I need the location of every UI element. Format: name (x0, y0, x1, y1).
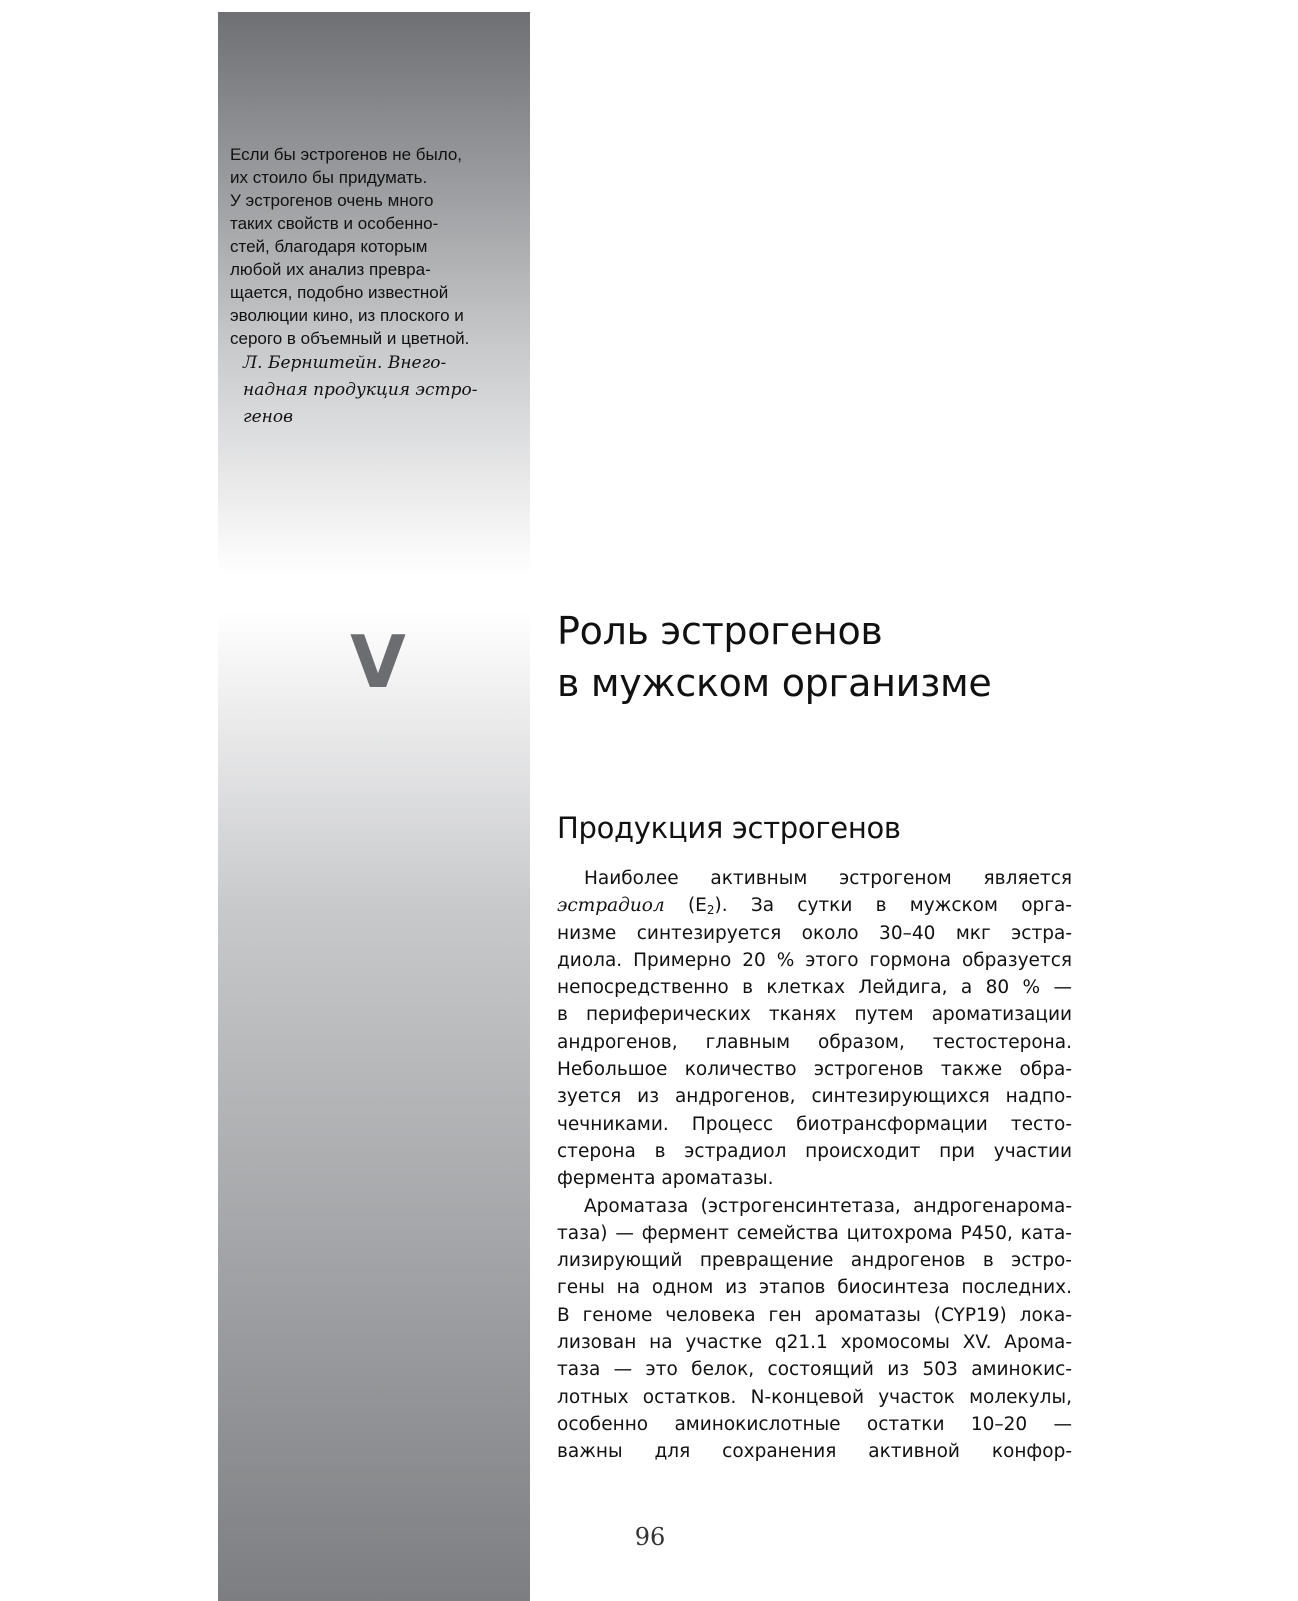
paragraph-line: зуется из андрогенов, синтезирующихся надпо- (557, 1086, 1072, 1108)
paragraph-line: важны для сохранения активной конфор- (557, 1441, 1072, 1463)
epigraph (230, 143, 522, 350)
paragraph-line: лотных остатков. N-концевой участок молекулы, (557, 1386, 1072, 1408)
paragraph-line: стерона в эстрадиол происходит при участии (557, 1140, 1072, 1162)
term-estradiol: эстрадиол (557, 895, 665, 917)
epigraph-line: Если бы эстрогенов не было, (230, 145, 463, 164)
paragraph-line: лизован на участке q21.1 хромосомы XV. Арома- (557, 1332, 1072, 1354)
paragraph-line: фермента ароматазы. (557, 1168, 774, 1190)
epigraph-line: серого в объемный и цветной. (230, 329, 470, 348)
epigraph-source-line: Л. Бернштейн. Внего- (243, 353, 447, 373)
paragraph-line: андрогенов, главным образом, тестостерона. (557, 1031, 1072, 1053)
text-run: ). За сутки в мужском орга- (714, 895, 1072, 917)
epigraph-line: эволюции кино, из плоского и (230, 306, 464, 325)
chapter-title-line: в мужском организме (557, 661, 992, 705)
chapter-number: V (350, 620, 406, 704)
paragraph-line: диола. Примерно 20 % этого гормона образуется (557, 949, 1072, 971)
epigraph-line: их стоило бы придумать. (230, 168, 428, 187)
subscript: 2 (706, 903, 715, 918)
paragraph-line: особенно аминокислотные остатки 10–20 — (557, 1413, 1072, 1435)
paragraph-line: Небольшое количество эстрогенов также обра- (557, 1059, 1072, 1081)
paragraph-line (557, 892, 1072, 919)
paragraph-line: таза) — фермент семейства цитохрома P450, ката- (557, 1222, 1072, 1244)
epigraph-source (243, 350, 513, 431)
paragraph-line: гены на одном из этапов биосинтеза последних. (557, 1277, 1072, 1299)
body-text (557, 865, 1072, 1466)
chapter-title-line: Роль эстрогенов (557, 609, 883, 653)
paragraph-line: Ароматаза (эстрогенсинтетаза, андрогенарома- (584, 1195, 1072, 1217)
epigraph-line: щается, подобно известной (230, 283, 449, 302)
epigraph-line: любой их анализ превра- (230, 260, 431, 279)
epigraph-source-line: надная продукция эстро- (243, 380, 478, 400)
sidebar-band-bottom (218, 610, 530, 1601)
epigraph-line: таких свойств и особенно- (230, 214, 439, 233)
epigraph-source-line: генов (243, 407, 293, 427)
text-run: (E (664, 895, 707, 917)
chapter-title (557, 605, 1077, 709)
paragraph-line: низме синтезируется около 30–40 мкг эстра- (557, 922, 1072, 944)
paragraph-line: непосредственно в клетках Лейдига, а 80 % — (557, 977, 1072, 999)
paragraph-line: В геноме человека ген ароматазы (CYP19) лока- (557, 1304, 1072, 1326)
epigraph-line: стей, благодаря которым (230, 237, 428, 256)
section-heading: Продукция эстрогенов (557, 811, 901, 845)
paragraph-line: Наиболее активным эстрогеном является (584, 868, 1072, 889)
paragraph-line: чечниками. Процесс биотрансформации тесто- (557, 1113, 1072, 1135)
paragraph-line: лизирующий превращение андрогенов в эстро- (557, 1250, 1072, 1272)
epigraph-line: У эстрогенов очень много (230, 191, 434, 210)
paragraph-line: таза — это белок, состоящий из 503 аминокис- (557, 1359, 1072, 1381)
page-number: 96 (634, 1523, 666, 1551)
paragraph-line: в периферических тканях путем ароматизации (557, 1004, 1072, 1026)
